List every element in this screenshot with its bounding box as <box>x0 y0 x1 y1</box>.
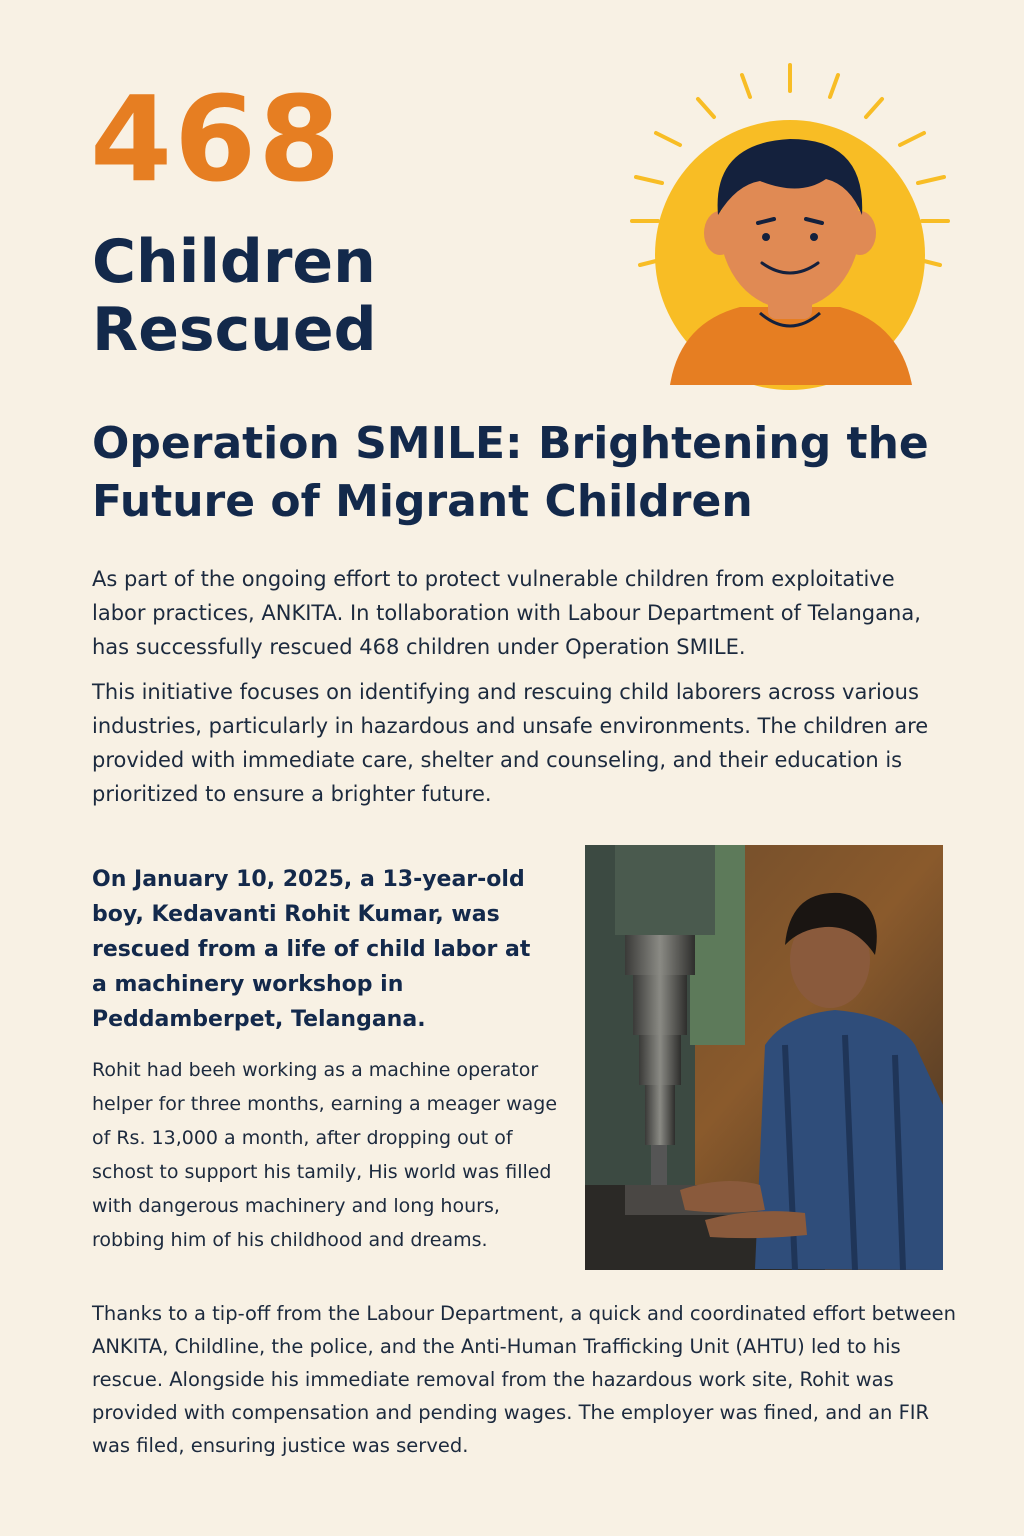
initiative-paragraph: This initiative focuses on identifying and rescuing child laborers across various industries, particularly in hazardous and unsafe environments. The children are provided with immediate care, shelter and counseling, and their education is prioritized to ensure a brighter future. <box>92 680 929 806</box>
headline: Operation SMILE: Brightening the Future of Migrant Children <box>92 418 929 527</box>
boy-at-drill-press-photo <box>585 845 943 1270</box>
stat-number: 468 <box>90 70 343 208</box>
story-lead: On January 10, 2025, a 13-year-old boy, Kedavanti Rohit Kumar, was rescued from a life of child labor at a machinery workshop in Peddamberpet, Telangana. <box>92 867 531 1032</box>
stat-label: Children Rescued <box>92 227 377 365</box>
intro-paragraph: As part of the ongoing effort to protect vulnerable children from exploitative labor practices, ANKITA. In tollaboration with Labour Department of Telangana, has successfully rescued 468 children under Operation SMILE. <box>92 567 921 659</box>
story-body: Rohit had beeh working as a machine operator helper for three months, earning a meager wage of Rs. 13,000 a month, after dropping out of schost to support his tamily, His world was filled with dangerous machinery and long hours, robbing him of his childhood and dreams. <box>92 1059 558 1251</box>
smiling-child-sun-illustration <box>600 55 980 395</box>
outcome-paragraph: Thanks to a tip-off from the Labour Department, a quick and coordinated effort between ANKITA, Childline, the police, and the Anti-Human Trafficking Unit (AHTU) led to his rescue. Alongside his immediate removal from the hazardous work site, Rohit was provided with compensation and pending wages. The employer was fined, and an FIR was filed, ensuring justice was served. <box>92 1302 956 1457</box>
